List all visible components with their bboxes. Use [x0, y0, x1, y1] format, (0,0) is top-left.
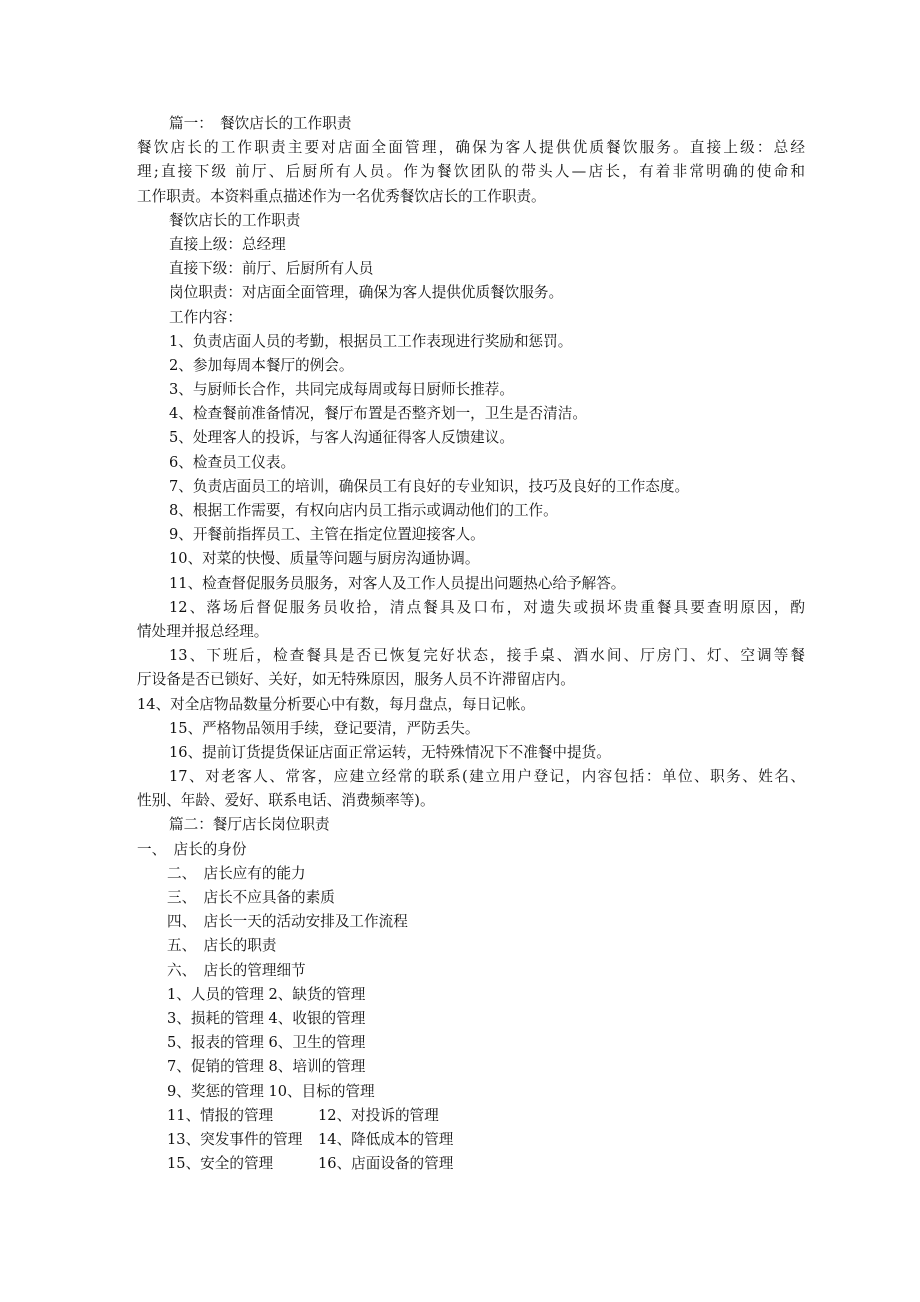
intro-line: 餐饮店长的工作职责主要对店面全面管理，确保为客人提供优质餐饮服务。直接上级：总经 — [137, 139, 805, 157]
detail-item: 12、对投诉的管理 — [318, 1106, 439, 1124]
duty-item: 8、根据工作需要，有权向店内员工指示或调动他们的工作。 — [169, 502, 558, 519]
duty-item: 6、检查员工仪表。 — [169, 453, 296, 471]
outline-item: 六、 店长的管理细节 — [167, 961, 306, 979]
section2-title: 篇二：餐厅店长岗位职责 — [169, 816, 330, 834]
duty-item-13-cont: 厅设备是否已锁好、关好，如无特殊原因，服务人员不许滞留店内。 — [137, 671, 575, 689]
outline-item: 三、 店长不应具备的素质 — [167, 889, 335, 906]
header-line: 岗位职责：对店面全面管理，确保为客人提供优质餐饮服务。 — [169, 284, 564, 302]
detail-item: 13、突发事件的管理 — [167, 1130, 303, 1148]
duty-item-17: 17、对老客人、常客，应建立经常的联系(建立用户登记，内容包括：单位、职务、姓名、 — [169, 768, 805, 786]
intro-line: 理;直接下级 前厅、后厨所有人员。作为餐饮团队的带头人—店长，有着非常明确的使命和 — [137, 163, 805, 181]
detail-grid-row — [137, 1128, 805, 1152]
header-line: 餐饮店长的工作职责 — [169, 211, 301, 229]
duty-item: 4、检查餐前准备情况，餐厅布置是否整齐划一，卫生是否清洁。 — [169, 405, 587, 423]
duty-item: 5、处理客人的投诉，与客人沟通征得客人反馈建议。 — [169, 429, 514, 447]
detail-item: 3、损耗的管理 4、收银的管理 — [167, 1009, 366, 1027]
detail-item: 11、情报的管理 — [167, 1106, 274, 1124]
document-page — [137, 112, 805, 1176]
duty-item: 1、负责店面人员的考勤，根据员工工作表现进行奖励和惩罚。 — [169, 332, 573, 350]
outline-item: 一、 店长的身份 — [137, 840, 247, 858]
duty-item-16: 16、提前订货提货保证店面正常运转，无特殊情况下不准餐中提货。 — [169, 743, 611, 761]
duty-item-17-cont: 性别、年龄、爱好、联系电话、消费频率等)。 — [137, 792, 435, 810]
duty-item-12: 12、落场后督促服务员收拾，清点餐具及口布，对遗失或损坏贵重餐具要查明原因，酌 — [169, 598, 805, 616]
detail-grid-row — [137, 1152, 805, 1176]
duty-item-14: 14、对全店物品数量分析要心中有数，每月盘点，每日记帐。 — [137, 695, 536, 713]
outline-item: 五、 店长的职责 — [167, 937, 277, 955]
header-line: 直接上级：总经理 — [169, 235, 286, 253]
detail-item: 1、人员的管理 2、缺货的管理 — [167, 985, 366, 1003]
detail-grid-row — [137, 1104, 805, 1128]
duty-item: 2、参加每周本餐厅的例会。 — [169, 356, 354, 374]
duty-item: 10、对菜的快慢、质量等问题与厨房沟通协调。 — [169, 550, 480, 568]
duty-item: 11、检查督促服务员服务，对客人及工作人员提出问题热心给予解答。 — [169, 574, 626, 592]
duty-item: 9、开餐前指挥员工、主管在指定位置迎接客人。 — [169, 526, 485, 544]
section1-title: 篇一： 餐饮店长的工作职责 — [169, 115, 352, 132]
duty-item-12-cont: 情处理并报总经理。 — [137, 622, 269, 640]
duty-item: 3、与厨师长合作，共同完成每周或每日厨师长推荐。 — [169, 381, 514, 399]
intro-line: 工作职责。本资料重点描述作为一名优秀餐饮店长的工作职责。 — [137, 187, 546, 205]
header-line: 工作内容： — [169, 308, 242, 326]
detail-item: 15、安全的管理 — [167, 1155, 274, 1173]
duty-item: 7、负责店面员工的培训，确保员工有良好的专业知识，技巧及良好的工作态度。 — [169, 477, 690, 495]
detail-item: 5、报表的管理 6、卫生的管理 — [167, 1034, 366, 1052]
detail-item: 16、店面设备的管理 — [318, 1155, 454, 1173]
detail-item: 9、奖惩的管理 10、目标的管理 — [167, 1082, 375, 1100]
detail-item: 7、促销的管理 8、培训的管理 — [167, 1058, 366, 1076]
outline-item: 二、 店长应有的能力 — [167, 864, 306, 882]
duty-item-15: 15、严格物品领用手续，登记要清，严防丢失。 — [169, 719, 480, 737]
header-line: 直接下级：前厅、后厨所有人员 — [169, 260, 374, 278]
outline-item: 四、 店长一天的活动安排及工作流程 — [167, 913, 408, 931]
detail-item: 14、降低成本的管理 — [318, 1130, 454, 1148]
duty-item-13: 13、下班后，检查餐具是否已恢复完好状态，接手桌、酒水间、厅房门、灯、空调等餐 — [169, 647, 805, 665]
